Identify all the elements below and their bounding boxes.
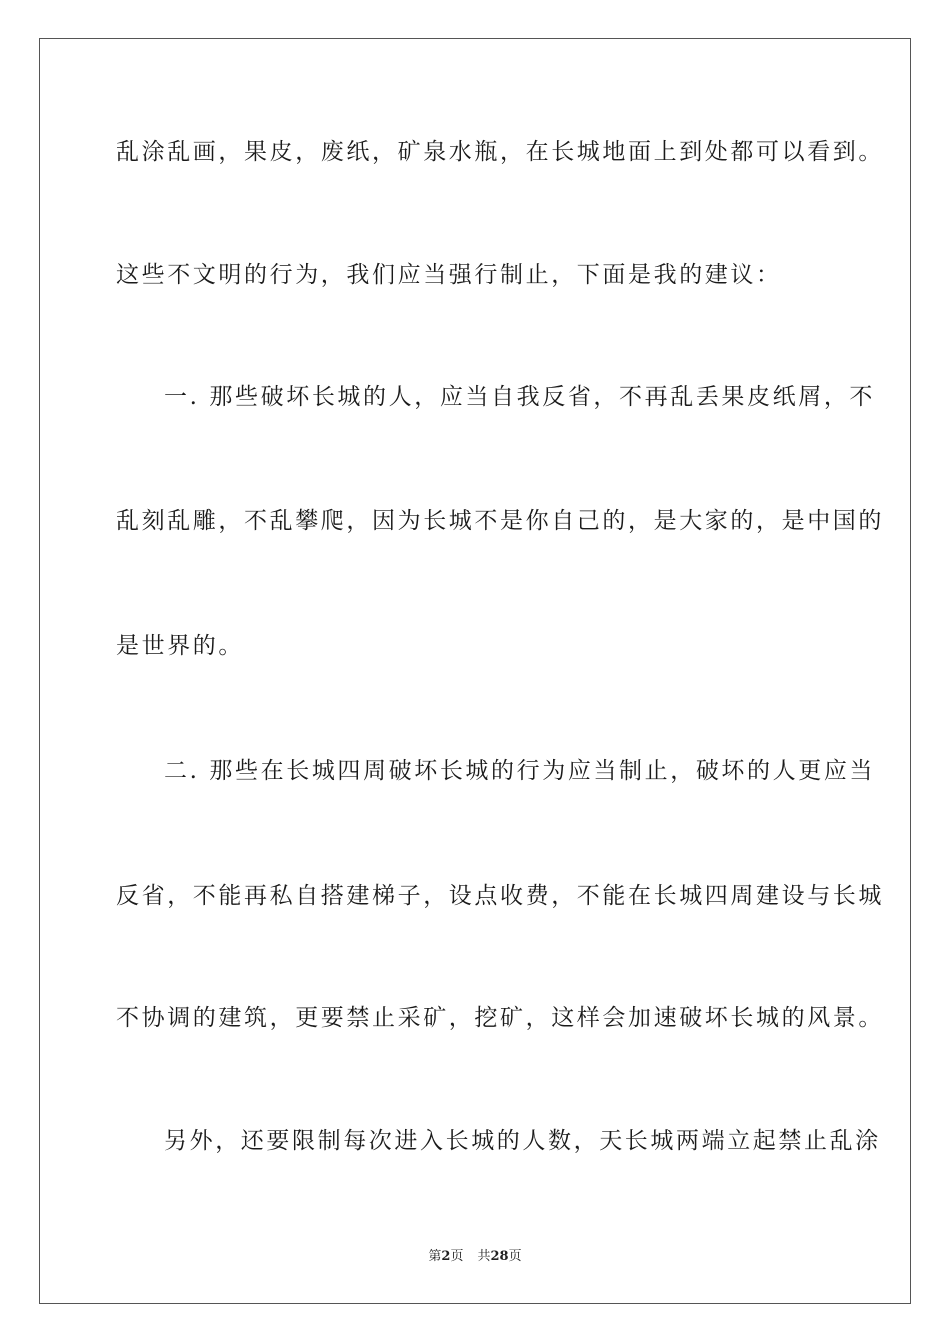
page-number: 2 (441, 1249, 451, 1264)
text-line: 这些不文明的行为，我们应当强行制止，下面是我的建议： (116, 262, 782, 288)
page-footer (0, 1249, 950, 1265)
text-line: 一. 那些破坏长城的人，应当自我反省，不再乱丢果皮纸屑，不 (164, 384, 876, 410)
text-line: 乱涂乱画，果皮，废纸，矿泉水瓶，在长城地面上到处都可以看到。 (116, 139, 884, 165)
page-prefix: 第 (428, 1249, 442, 1264)
total-suffix: 页 (508, 1249, 522, 1264)
text-line: 乱刻乱雕，不乱攀爬，因为长城不是你自己的，是大家的，是中国的 (116, 508, 884, 534)
text-line: 反省，不能再私自搭建梯子，设点收费，不能在长城四周建设与长城 (116, 883, 884, 909)
page-suffix: 页 (450, 1249, 464, 1264)
text-line: 二. 那些在长城四周破坏长城的行为应当制止，破坏的人更应当 (164, 758, 876, 784)
text-line: 是世界的。 (116, 633, 244, 659)
page-border (39, 38, 911, 1304)
total-pages: 28 (490, 1249, 509, 1264)
text-line: 另外，还要限制每次进入长城的人数，天长城两端立起禁止乱涂 (164, 1128, 881, 1154)
text-line: 不协调的建筑，更要禁止采矿，挖矿，这样会加速破坏长城的风景。 (116, 1005, 884, 1031)
total-prefix: 共 (477, 1249, 491, 1264)
